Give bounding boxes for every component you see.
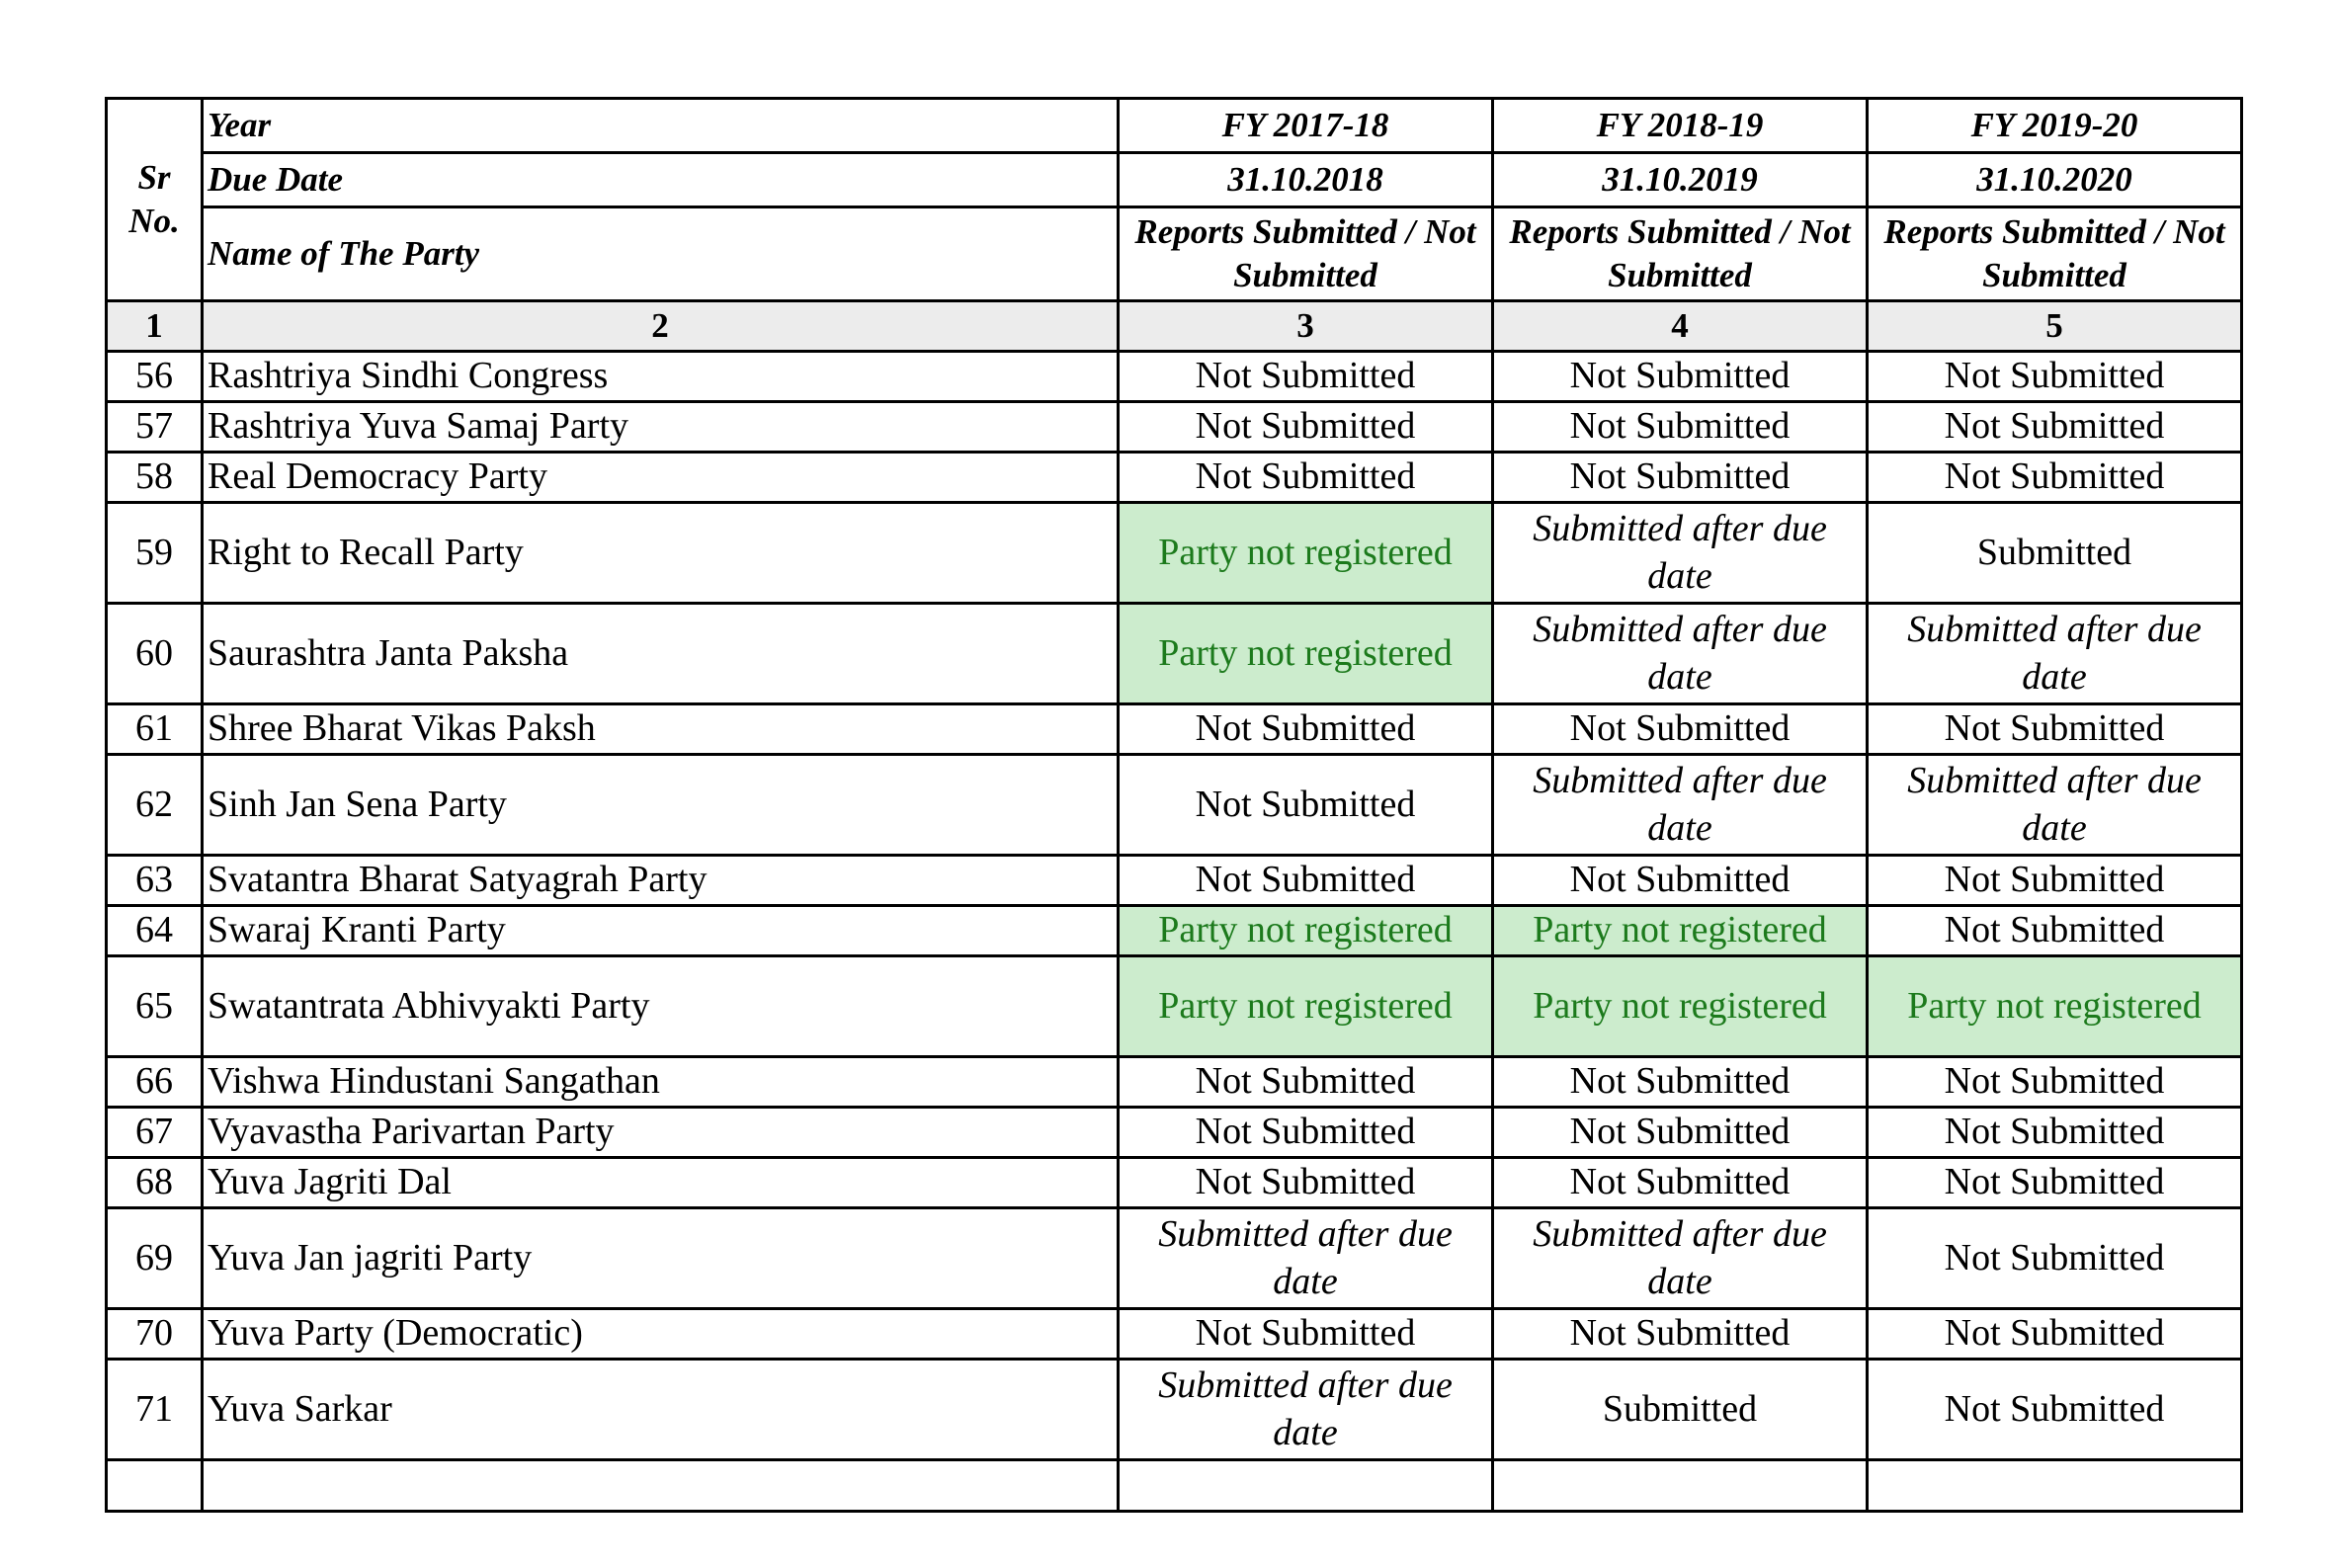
party-name-cell: Swatantrata Abhivyakti Party (203, 956, 1119, 1057)
due-date-2018: 31.10.2018 (1119, 153, 1493, 207)
status-cell: Party not registered (1868, 956, 2242, 1057)
party-name-cell: Right to Recall Party (203, 503, 1119, 604)
sr-no-header: Sr No. (107, 99, 203, 301)
status-cell: Not Submitted (1119, 402, 1493, 453)
sr-no-cell: 71 (107, 1360, 203, 1460)
status-cell: Not Submitted (1868, 1158, 2242, 1208)
sr-no-cell: 67 (107, 1108, 203, 1158)
empty-cell (1493, 1460, 1868, 1512)
empty-cell (107, 1460, 203, 1512)
sr-no-cell: 56 (107, 352, 203, 402)
party-name-cell: Svatantra Bharat Satyagrah Party (203, 856, 1119, 906)
sr-no-cell: 59 (107, 503, 203, 604)
table-row (107, 906, 2242, 956)
status-cell: Not Submitted (1868, 453, 2242, 503)
status-cell: Not Submitted (1119, 1309, 1493, 1360)
status-cell: Not Submitted (1868, 1208, 2242, 1309)
due-date-2019: 31.10.2019 (1493, 153, 1868, 207)
party-name-cell: Swaraj Kranti Party (203, 906, 1119, 956)
status-cell: Not Submitted (1493, 1057, 1868, 1108)
year-fy-2018-19: FY 2018-19 (1493, 99, 1868, 153)
table-row (107, 956, 2242, 1057)
status-cell: Not Submitted (1493, 352, 1868, 402)
sr-no-cell: 64 (107, 906, 203, 956)
party-name-cell: Yuva Jan jagriti Party (203, 1208, 1119, 1309)
status-cell: Not Submitted (1119, 1108, 1493, 1158)
year-label: Year (203, 99, 1119, 153)
party-name-cell: Yuva Party (Democratic) (203, 1309, 1119, 1360)
status-cell: Not Submitted (1119, 704, 1493, 755)
party-name-cell: Real Democracy Party (203, 453, 1119, 503)
status-cell: Not Submitted (1493, 1108, 1868, 1158)
report-status-header: Reports Submitted / Not Submitted (1493, 207, 1868, 301)
sr-no-cell: 70 (107, 1309, 203, 1360)
table-row (107, 503, 2242, 604)
status-cell: Submitted (1868, 503, 2242, 604)
status-cell: Party not registered (1119, 906, 1493, 956)
status-cell: Not Submitted (1119, 453, 1493, 503)
empty-row (107, 1460, 2242, 1512)
status-cell: Not Submitted (1493, 402, 1868, 453)
status-cell: Party not registered (1493, 956, 1868, 1057)
status-cell: Party not registered (1493, 906, 1868, 956)
status-cell: Submitted after due date (1868, 755, 2242, 856)
party-name-cell: Rashtriya Yuva Samaj Party (203, 402, 1119, 453)
status-cell: Not Submitted (1493, 453, 1868, 503)
column-number: 2 (203, 301, 1119, 352)
status-cell: Submitted after due date (1493, 1208, 1868, 1309)
party-name-cell: Vyavastha Parivartan Party (203, 1108, 1119, 1158)
status-cell: Submitted after due date (1493, 755, 1868, 856)
status-cell: Not Submitted (1493, 1158, 1868, 1208)
status-cell: Submitted (1493, 1360, 1868, 1460)
status-cell: Not Submitted (1119, 1158, 1493, 1208)
table-row (107, 1360, 2242, 1460)
status-cell: Not Submitted (1868, 1360, 2242, 1460)
empty-cell (1119, 1460, 1493, 1512)
sr-no-cell: 69 (107, 1208, 203, 1309)
sr-no-cell: 66 (107, 1057, 203, 1108)
sr-no-cell: 61 (107, 704, 203, 755)
status-cell: Not Submitted (1119, 1057, 1493, 1108)
column-number: 1 (107, 301, 203, 352)
report-status-header: Reports Submitted / Not Submitted (1868, 207, 2242, 301)
year-fy-2017-18: FY 2017-18 (1119, 99, 1493, 153)
status-cell: Party not registered (1119, 956, 1493, 1057)
party-name-cell: Yuva Sarkar (203, 1360, 1119, 1460)
status-cell: Not Submitted (1868, 856, 2242, 906)
status-cell: Not Submitted (1868, 352, 2242, 402)
status-cell: Not Submitted (1868, 1108, 2242, 1158)
table-row (107, 755, 2242, 856)
status-cell: Not Submitted (1493, 856, 1868, 906)
status-cell: Not Submitted (1493, 1309, 1868, 1360)
status-cell: Not Submitted (1119, 352, 1493, 402)
table-row (107, 704, 2242, 755)
party-name-cell: Rashtriya Sindhi Congress (203, 352, 1119, 402)
table-row (107, 1108, 2242, 1158)
sr-no-cell: 57 (107, 402, 203, 453)
status-cell: Submitted after due date (1493, 604, 1868, 704)
empty-cell (1868, 1460, 2242, 1512)
party-name-cell: Sinh Jan Sena Party (203, 755, 1119, 856)
sr-no-cell: 65 (107, 956, 203, 1057)
column-number: 5 (1868, 301, 2242, 352)
sr-no-cell: 68 (107, 1158, 203, 1208)
column-number-row (107, 301, 2242, 352)
party-name-cell: Yuva Jagriti Dal (203, 1158, 1119, 1208)
status-cell: Not Submitted (1868, 1057, 2242, 1108)
year-fy-2019-20: FY 2019-20 (1868, 99, 2242, 153)
status-cell: Not Submitted (1119, 755, 1493, 856)
table-row (107, 1057, 2242, 1108)
status-cell: Not Submitted (1868, 1309, 2242, 1360)
status-cell: Submitted after due date (1119, 1360, 1493, 1460)
party-reports-table (105, 97, 2243, 1513)
party-name-header: Name of The Party (203, 207, 1119, 301)
due-date-label: Due Date (203, 153, 1119, 207)
status-cell: Not Submitted (1868, 704, 2242, 755)
header-year-row (107, 99, 2242, 153)
table-row (107, 402, 2242, 453)
status-cell: Not Submitted (1493, 704, 1868, 755)
empty-cell (203, 1460, 1119, 1512)
status-cell: Party not registered (1119, 604, 1493, 704)
status-cell: Not Submitted (1868, 906, 2242, 956)
table-row (107, 1208, 2242, 1309)
column-number: 4 (1493, 301, 1868, 352)
header-report-row (107, 207, 2242, 301)
table-row (107, 352, 2242, 402)
party-name-cell: Vishwa Hindustani Sangathan (203, 1057, 1119, 1108)
table-row (107, 604, 2242, 704)
party-name-cell: Saurashtra Janta Paksha (203, 604, 1119, 704)
sr-no-cell: 60 (107, 604, 203, 704)
table-row (107, 856, 2242, 906)
status-cell: Party not registered (1119, 503, 1493, 604)
status-cell: Submitted after due date (1119, 1208, 1493, 1309)
header-due-date-row (107, 153, 2242, 207)
status-cell: Not Submitted (1119, 856, 1493, 906)
status-cell: Not Submitted (1868, 402, 2242, 453)
sr-no-cell: 62 (107, 755, 203, 856)
table-row (107, 1309, 2242, 1360)
table-row (107, 1158, 2242, 1208)
party-name-cell: Shree Bharat Vikas Paksh (203, 704, 1119, 755)
sr-no-cell: 58 (107, 453, 203, 503)
due-date-2020: 31.10.2020 (1868, 153, 2242, 207)
status-cell: Submitted after due date (1868, 604, 2242, 704)
table-row (107, 453, 2242, 503)
status-cell: Submitted after due date (1493, 503, 1868, 604)
column-number: 3 (1119, 301, 1493, 352)
sr-no-cell: 63 (107, 856, 203, 906)
report-status-header: Reports Submitted / Not Submitted (1119, 207, 1493, 301)
